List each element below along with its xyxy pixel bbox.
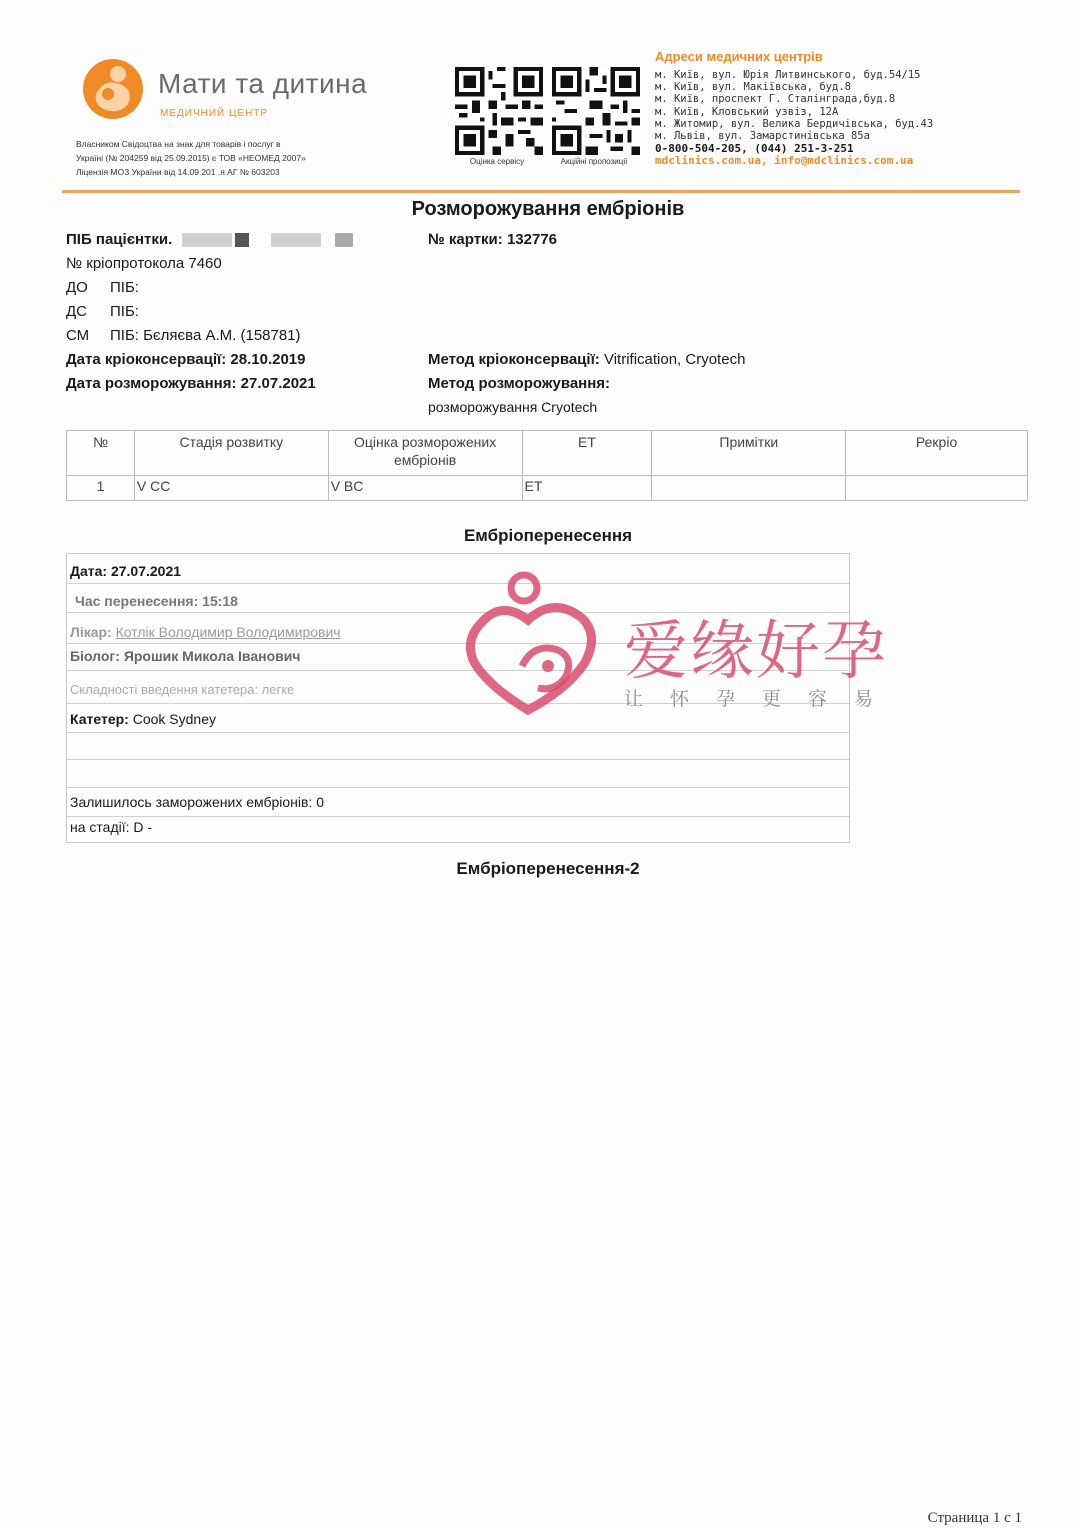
catheter-row [70, 711, 216, 727]
legal-line: Україні (№ 204259 від 25.09.2015) є ТОВ «НЕОМЕД 2007» [76, 153, 306, 163]
column-header: ЕТ [522, 431, 652, 476]
sm-pib-label: ПІБ: [110, 327, 139, 344]
thaw-method-label: Метод розморожування: [428, 375, 611, 392]
patient-name-row [66, 231, 353, 248]
address-item: м. Житомир, вул. Велика Бердичівська, буд.43 [655, 117, 934, 130]
column-header: Оцінка розморожених ембріонів [328, 431, 522, 476]
transfer-time-row [75, 593, 238, 609]
table-header-row [67, 431, 1028, 476]
address-item: м. Львів, вул. Замарстинівська 85а [655, 130, 870, 143]
doctor-label: Лікар: [70, 624, 112, 640]
table-cell: ET [522, 476, 652, 501]
cryo-method-label: Метод кріоконсервації: [428, 351, 600, 368]
page-number: Страница 1 с 1 [927, 1510, 1022, 1526]
addresses-list [655, 69, 933, 168]
transfer-date-row [70, 563, 181, 579]
column-header: Рекріо [846, 431, 1028, 476]
cryo-protocol: № кріопротокола 7460 [66, 255, 222, 272]
cryo-date-value: 28.10.2019 [230, 351, 306, 368]
row-divider [67, 816, 849, 817]
addresses-title: Адреси медичних центрів [655, 49, 823, 64]
row-divider [67, 759, 849, 760]
thaw-method-row [428, 375, 610, 392]
address-item: м. Київ, проспект Г. Сталінграда,буд.8 [655, 93, 896, 106]
remaining-embryos: Залишилось заморожених ембріонів: 0 [70, 794, 325, 810]
catheter-difficulty: Складності введення катетера: легке [70, 682, 295, 697]
do-row [66, 279, 139, 296]
address-item: м. Київ, вул. Макіївська, буд.8 [655, 81, 851, 94]
ds-label: ДС [66, 303, 87, 320]
embryo-stage: на стадії: D - [70, 819, 153, 835]
sm-name: Бєляєва А.М. (158781) [143, 327, 301, 344]
redacted-name [335, 233, 353, 247]
ds-row [66, 303, 139, 320]
address-item: м. Київ, Кловський узвіз, 12А [655, 105, 839, 118]
card-number-value: 132776 [506, 231, 558, 248]
table-cell: 1 [67, 476, 135, 501]
watermark-logo-icon [462, 566, 602, 718]
redacted-name [235, 233, 249, 247]
column-header: Примітки [652, 431, 846, 476]
biologist-row [70, 648, 300, 664]
embryo-table [66, 430, 1028, 501]
card-number-row [428, 231, 557, 248]
legal-info [76, 137, 376, 179]
thaw-date-value: 27.07.2021 [240, 375, 316, 392]
biologist-label: Біолог: [70, 648, 120, 664]
qr-code-service-icon [455, 67, 543, 155]
cryo-date-row [66, 351, 305, 368]
ds-pib-label: ПІБ: [110, 303, 139, 320]
table-cell [652, 476, 846, 501]
transfer2-section-title: Ембріоперенесення-2 [456, 859, 640, 878]
watermark-text: 爱缘好孕 [624, 615, 888, 689]
catheter-value: Cook Sydney [132, 711, 216, 727]
sm-label: СМ [66, 327, 90, 344]
row-divider [67, 787, 849, 788]
transfer-date-label: Дата: [70, 563, 108, 579]
table-cell [846, 476, 1028, 501]
watermark-subtitle: 让怀孕更容易 [624, 689, 901, 710]
column-header: Стадія розвитку [134, 431, 328, 476]
doctor-name: Котлік Володимир Володимирович [115, 624, 341, 640]
legal-line: Власником Свідоцтва на знак для товарів і послуг в [76, 139, 281, 149]
brand-name: Мати та дитина [158, 68, 368, 99]
catheter-label: Катетер: [70, 711, 129, 727]
transfer-time-value: 15:18 [202, 593, 238, 609]
qr-code-promo-icon [552, 67, 640, 155]
qr-label-service: Оцінка сервісу [469, 157, 525, 166]
qr-label-promo: Акційні пропозиції [560, 157, 628, 166]
address-item: м. Київ, вул. Юрія Литвинського, буд.54/15 [655, 69, 921, 81]
phone-numbers: 0-800-504-205, (044) 251-3-251 [655, 142, 854, 156]
transfer-date-value: 27.07.2021 [110, 563, 182, 579]
redacted-name [182, 233, 232, 247]
thaw-method-value: розморожування Cryotech [428, 399, 598, 415]
card-number-label: № картки: [428, 231, 503, 248]
transfer-section-title: Ембріоперенесення [463, 526, 633, 545]
do-pib-label: ПІБ: [110, 279, 139, 296]
sm-row [66, 327, 301, 344]
redacted-name [271, 233, 321, 247]
cryo-method-row [428, 351, 745, 368]
row-divider [67, 583, 849, 584]
column-header: № [67, 431, 135, 476]
thaw-date-row [66, 375, 316, 392]
document-title: Розморожування ембріонів [411, 198, 685, 220]
website-email: mdclinics.com.ua, info@mdclinics.com.ua [655, 154, 914, 168]
transfer-time-label: Час перенесення: [75, 593, 199, 609]
table-cell: V BC [328, 476, 522, 501]
clinic-logo-icon [82, 58, 144, 120]
brand-subtitle: МЕДИЧНИЙ ЦЕНТР [160, 108, 269, 119]
row-divider [67, 732, 849, 733]
patient-name-label: ПІБ пацієнтки. [66, 231, 173, 248]
header-divider [62, 190, 1020, 193]
biologist-name: Ярошик Микола Іванович [123, 648, 301, 664]
doctor-row [70, 624, 341, 640]
cryo-date-label: Дата кріоконсервації: [66, 351, 227, 368]
table-row [67, 476, 1028, 501]
do-label: ДО [66, 279, 88, 296]
table-cell: V CC [134, 476, 328, 501]
thaw-date-label: Дата розморожування: [66, 375, 237, 392]
cryo-method-value: Vitrification, Cryotech [603, 351, 746, 368]
legal-line: Ліцензія МОЗ України від 14.09.201 .я АГ № 603203 [76, 167, 280, 177]
